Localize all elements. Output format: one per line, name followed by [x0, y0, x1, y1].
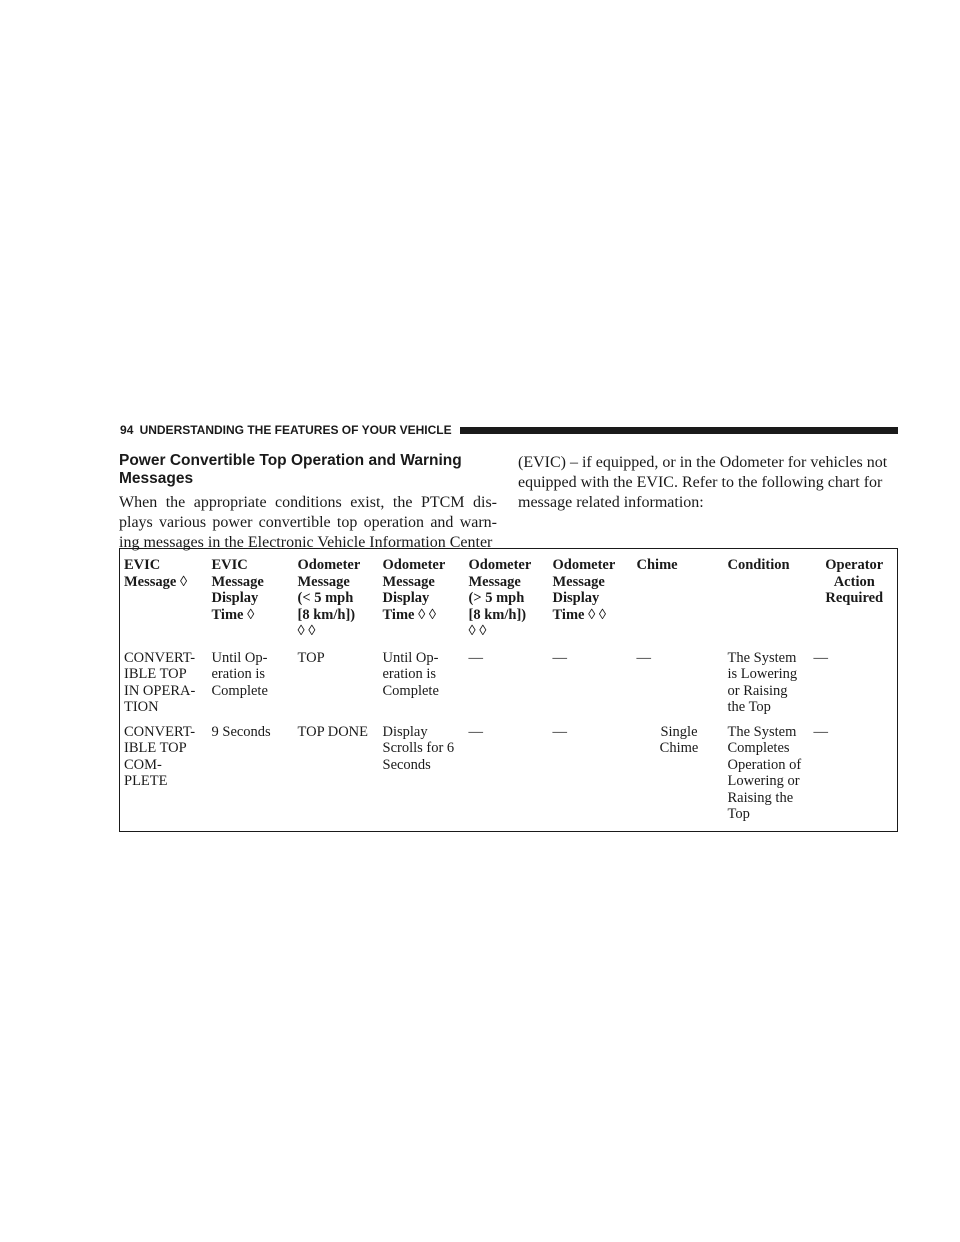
table-cell: — — [813, 723, 828, 740]
table-cell: — — [468, 649, 483, 666]
table-cell: The System Completes Operation of Lowering or Raising the Top — [727, 723, 802, 822]
page-number: 94 — [120, 423, 134, 437]
table-header-row — [120, 549, 898, 650]
section-heading: Power Convertible Top Operation and Warning Messages — [119, 452, 462, 487]
col-odometer-display-time-slow: Odometer Message Display Time ◊ ◊ — [382, 557, 446, 623]
table-row — [120, 724, 898, 832]
left-column — [119, 452, 497, 553]
table-cell: Display Scrolls for 6 Seconds — [382, 723, 455, 773]
table-cell: TOP DONE — [297, 723, 368, 740]
table-cell: 9 Seconds — [211, 723, 271, 740]
col-odometer-message-fast: Odometer Message (> 5 mph [8 km/h]) ◊ ◊ — [468, 557, 532, 639]
table-cell: — — [552, 723, 567, 740]
running-header — [120, 422, 898, 438]
table-cell: CONVERT- IBLE TOP COM- PLETE — [124, 723, 196, 789]
header-rule — [460, 427, 898, 434]
table-cell: TOP — [297, 649, 325, 666]
table-row — [120, 650, 898, 724]
table-cell: Until Op- eration is Complete — [211, 649, 268, 699]
col-odometer-message-slow: Odometer Message (< 5 mph [8 km/h]) ◊ ◊ — [297, 557, 361, 639]
col-chime: Chime — [636, 557, 678, 573]
table-cell: The System is Lowering or Raising the Top — [727, 649, 798, 715]
table-cell: — — [468, 723, 483, 740]
col-odometer-display-time-fast: Odometer Message Display Time ◊ ◊ — [552, 557, 616, 623]
table-cell: CONVERT- IBLE TOP IN OPERA- TION — [124, 649, 196, 715]
right-paragraph: (EVIC) – if equipped, or in the Odometer for vehicles not equipped with the EVIC. Refer to the following chart for message related information: — [518, 454, 888, 511]
col-operator-action: Operator Action Required — [825, 557, 884, 606]
right-column — [518, 453, 900, 513]
warning-messages-table — [119, 548, 898, 832]
chapter-title: UNDERSTANDING THE FEATURES OF YOUR VEHICLE — [139, 423, 452, 437]
table-cell: — — [636, 649, 651, 666]
col-evic-message: EVIC Message ◊ — [124, 557, 188, 590]
table-cell: Single Chime — [659, 723, 699, 756]
col-evic-display-time: EVIC Message Display Time ◊ — [211, 557, 264, 623]
left-paragraph: When the appropriate conditions exist, the PTCM dis-plays various power convertible top operation and warn-ing messages in the Electronic Vehicle Information Center — [119, 494, 497, 551]
table-cell: Until Op- eration is Complete — [382, 649, 439, 699]
table-cell: — — [813, 649, 828, 666]
table-cell: — — [552, 649, 567, 666]
col-condition: Condition — [727, 557, 790, 573]
